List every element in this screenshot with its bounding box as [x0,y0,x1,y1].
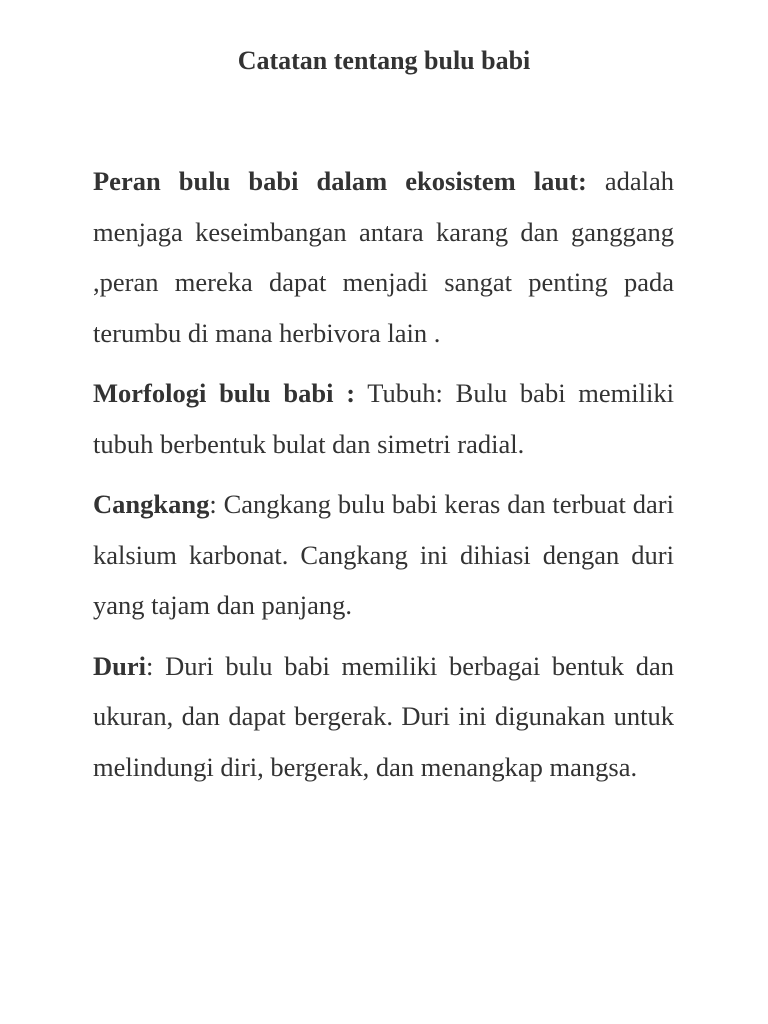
paragraph-separator: : [146,650,166,681]
paragraph-text: Tubuh: Bulu babi memiliki tubuh berbentuk bulat dan simetri radial. [93,378,674,459]
paragraph-text: Duri bulu babi memiliki berbagai bentuk dan ukuran, dan dapat bergerak. Duri ini digunakan untuk melindungi diri, bergerak, dan menangkap mangsa. [93,650,675,782]
paragraph-text: Cangkang bulu babi keras dan terbuat dari kalsium karbonat. Cangkang ini dihiasi dengan duri yang tajam dan panjang. [93,489,674,620]
paragraph-text: adalah menjaga keseimbangan antara karang dan ganggang ,peran mereka dapat menjadi sangat penting pada terumbu di mana herbivora lain . [93,166,674,348]
paragraph-cangkang [93,479,674,631]
paragraph-separator [587,166,605,196]
paragraph-separator: : [209,489,224,519]
paragraph-label: Morfologi bulu babi : [93,378,356,408]
paragraph-morfologi [93,368,674,469]
document-title: Catatan tentang bulu babi [237,46,531,75]
paragraph-label: Peran bulu babi dalam ekosistem laut: [93,166,587,196]
document-body [93,156,674,802]
paragraph-peran [93,156,674,358]
paragraph-label: Cangkang [93,489,210,519]
paragraph-label: Duri [93,650,146,681]
paragraph-duri [93,641,674,793]
paragraph-separator [355,378,367,408]
